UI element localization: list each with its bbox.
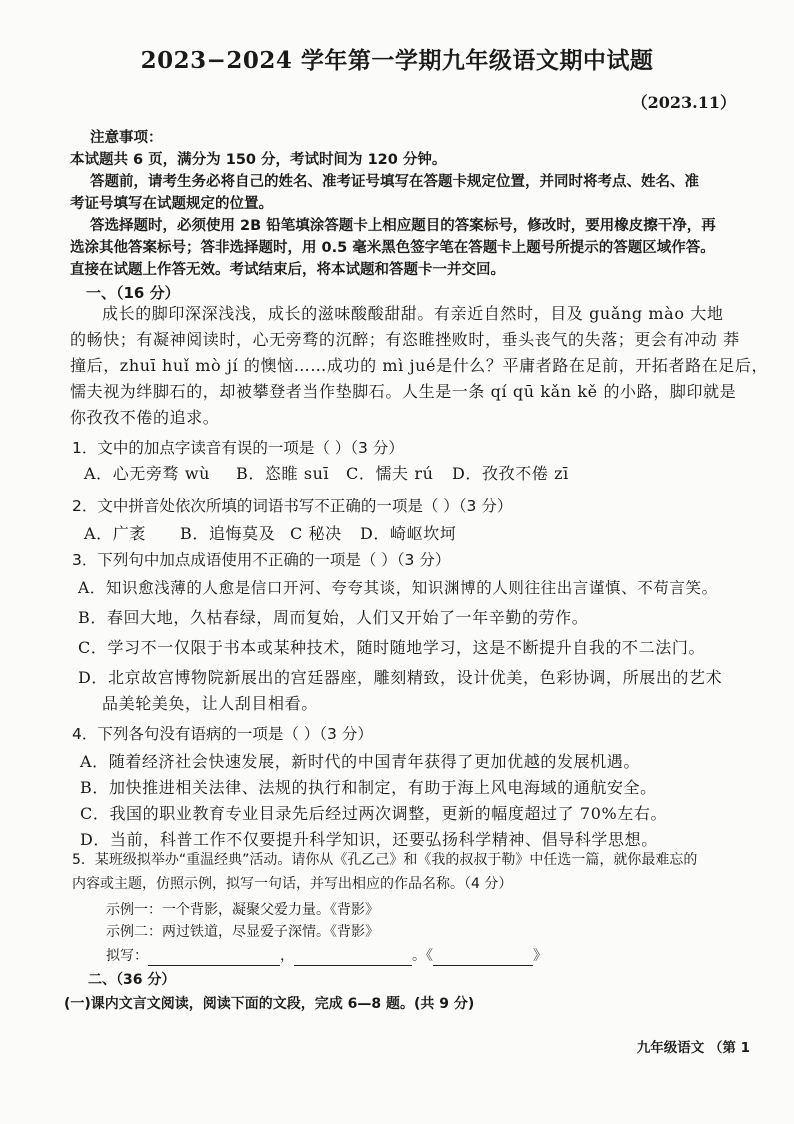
notice-line-2: 答题前，请考生务必将自己的姓名、准考证号填写在答题卡规定位置，并同时将考点、姓名、准 <box>90 174 699 190</box>
q5-write-label: 拟写： <box>106 948 148 964</box>
q3-option-c: C．学习不一仅限于书本或某种技术，随时随地学习，这是不断提升自我的不二法门。 <box>78 638 706 657</box>
q2-stem: 2．文中拼音处依次所填的词语书写不正确的一项是（ ）（3 分） <box>72 497 513 515</box>
section2-sub: (一)课内文言文阅读，阅读下面的文段，完成 6—8 题。(共 9 分) <box>64 996 475 1012</box>
q5-book-open: 《 <box>426 948 433 964</box>
exam-title: 2023−2024 学年第一学期九年级语文期中试题 <box>140 47 654 74</box>
q4-option-c: C．我国的职业教育专业目录先后经过两次调整，更新的幅度超过了 70%左右。 <box>80 804 668 823</box>
q2-option-d: D．崎岖坎坷 <box>360 524 457 543</box>
passage-line-3: 撞后，zhuī huǐ mò jí 的懊恼……成功的 mì jué是什么？平庸者路在足前，开拓者路在足后， <box>70 356 769 375</box>
q5-book-close: 》 <box>533 948 547 964</box>
q5-stem-line-1: 5．某班级拟举办“重温经典”活动。请你从《孔乙己》和《我的叔叔于勒》中任选一篇，就你最难忘的 <box>72 852 698 868</box>
passage-line-1: 成长的脚印深深浅浅，成长的滋味酸酸甜甜。有亲近自然时，目及 guǎng mào 大地 <box>102 304 724 323</box>
q4-option-d: D．当前，科普工作不仅要提升科学知识，还要弘扬科学精神、倡导科学思想。 <box>80 830 658 849</box>
q3-option-d: D．北京故宫博物院新展出的宫廷器座，雕刻精致，设计优美，色彩协调，所展出的艺术 <box>78 668 723 687</box>
notice-line-1: 本试题共 6 页，满分为 150 分，考试时间为 120 分钟。 <box>70 152 447 168</box>
exam-date: （2023.11） <box>631 93 736 112</box>
q4-option-a: A．随着经济社会快速发展，新时代的中国青年获得了更加优越的发展机遇。 <box>80 752 640 771</box>
notice-line-3: 考证号填写在试题规定的位置。 <box>70 196 273 212</box>
section1-heading: 一、（16 分） <box>86 284 180 302</box>
notice-line-4: 答选择题时，必须使用 2B 铅笔填涂答题卡上相应题目的答案标号，修改时，要用橡皮擦干净，再 <box>90 218 716 234</box>
section2-heading: 二、（36 分） <box>88 972 176 988</box>
passage-line-2: 的畅快；有凝神阅读时，心无旁骛的沉醉；有恣睢挫败时，垂头丧气的失落；更会有冲动 莽 <box>70 330 740 349</box>
q5-comma: ， <box>280 948 294 964</box>
q1-stem: 1．文中的加点字读音有误的一项是（ ）（3 分） <box>72 439 404 457</box>
q1-option-c: C．懦夫 rú <box>346 464 434 483</box>
q5-answer-line <box>106 946 547 966</box>
q3-option-b: B．春回大地，久枯春绿，周而复始，人们又开始了一年辛勤的劳作。 <box>78 608 589 627</box>
page-footer: 九年级语文 （第 1 <box>636 1040 750 1056</box>
notice-heading: 注意事项： <box>90 130 163 146</box>
passage-line-4: 懦夫视为绊脚石的，却被攀登者当作垫脚石。人生是一条 qí qū kǎn kě 的小路，脚印就是 <box>70 382 737 401</box>
q3-stem: 3．下列句中加点成语使用不正确的一项是（ ）（3 分） <box>72 551 451 569</box>
q5-example-2: 示例二：两过铁道，尽显爱子深情。《背影》 <box>106 924 379 940</box>
q3-option-d-cont: 品美轮美奂，让人刮目相看。 <box>102 694 318 713</box>
q5-period: 。 <box>412 948 426 964</box>
q5-blank-2[interactable] <box>294 949 412 966</box>
q5-blank-3[interactable] <box>433 949 533 966</box>
q5-stem-line-2: 内容或主题，仿照示例，拟写一句话，并写出相应的作品名称。（4 分） <box>72 876 513 892</box>
q2-option-b: B．追悔莫及 <box>180 524 276 543</box>
notice-line-6: 直接在试题上作答无效。考试结束后，将本试题和答题卡一并交回。 <box>70 262 505 278</box>
q5-blank-1[interactable] <box>148 949 280 966</box>
q2-option-c: C 秘决 <box>290 524 342 543</box>
notice-line-5: 选涂其他答案标号；答非选择题时，用 0.5 毫米黑色签字笔在答题卡上题号所提示的答题区域作答。 <box>70 240 715 256</box>
q5-example-1: 示例一：一个背影，凝聚父爱力量。《背影》 <box>106 902 379 918</box>
q1-option-b: B．恣睢 suī <box>236 464 330 483</box>
q1-option-d: D．孜孜不倦 zī <box>452 464 569 483</box>
passage-line-5: 你孜孜不倦的追求。 <box>70 408 220 427</box>
q2-option-a: A．广袤 <box>84 524 146 543</box>
q4-option-b: B．加快推进相关法律、法规的执行和制定，有助于海上风电海域的通航安全。 <box>80 778 657 797</box>
q3-option-a: A．知识愈浅薄的人愈是信口开河、夸夸其谈，知识渊博的人则往往出言谨慎、不苟言笑。 <box>78 579 718 597</box>
q4-stem: 4．下列各句没有语病的一项是（ ）（3 分） <box>72 725 373 743</box>
q1-option-a: A．心无旁骛 wù <box>84 464 211 483</box>
